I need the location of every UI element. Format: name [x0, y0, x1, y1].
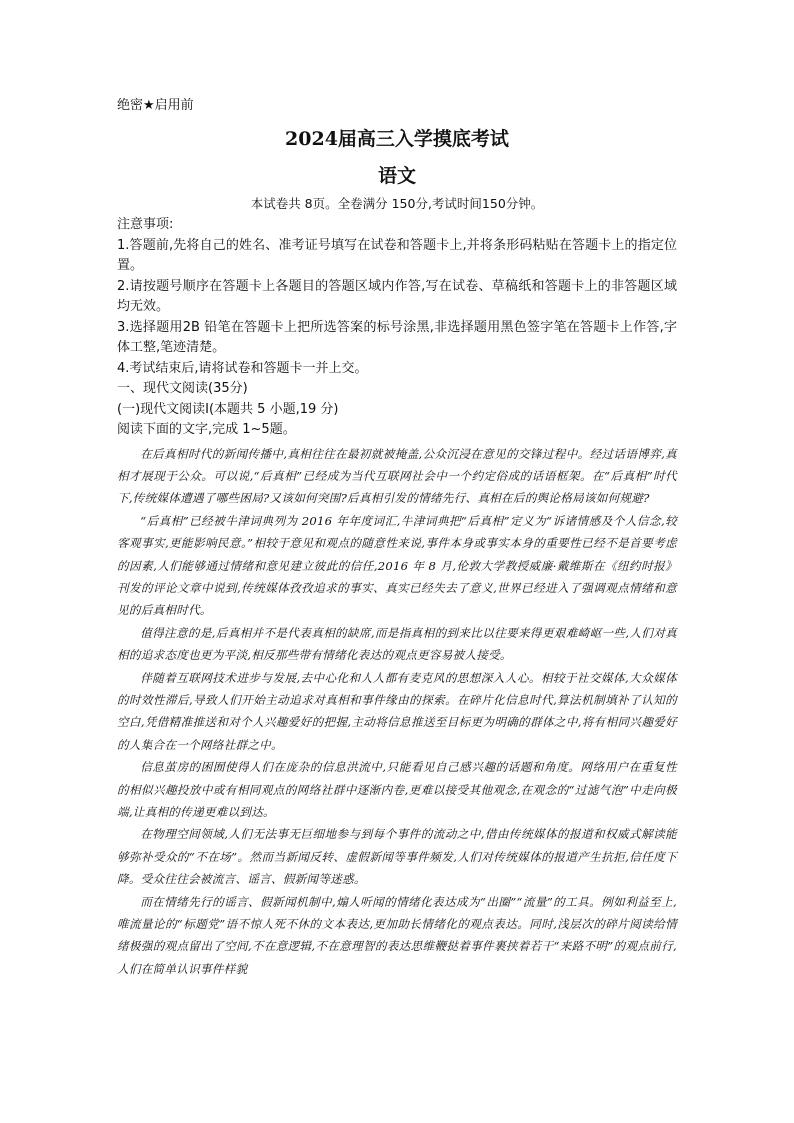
- passage-paragraph: 在物理空间领域,人们无法事无巨细地参与到每个事件的流动之中,借由传统媒体的报道和权威式解读能够弥补受众的“不在场”。然而当新闻反转、虚假新闻等事件频发,人们对传统媒体的报道产生抗拒,信任度下降。受众往往会被流言、谣言、假新闻等迷惑。: [117, 827, 677, 887]
- note-item: 3.选择题用2B 铅笔在答题卡上把所选答案的标号涂黑,非选择题用黑色签字笔在答题卡上作答,字体工整,笔迹清楚。: [117, 319, 677, 355]
- subject-title: 语文: [377, 165, 416, 187]
- note-item: 4.考试结束后,请将试卷和答题卡一并上交。: [117, 360, 368, 376]
- passage-paragraph: 在后真相时代的新闻传播中,真相往往在最初就被掩盖,公众沉浸在意见的交锋过程中。经过话语博弈,真相才展现于公众。可以说,“后真相”已经成为当代互联网社会中一个约定俗成的话语框架。在“后真相”时代下,传统媒体遭遇了哪些困局?又该如何突围?后真相引发的情绪先行、真相在后的舆论格局该如何规避?: [117, 446, 677, 506]
- passage-paragraph: “后真相”已经被牛津词典列为 2016 年年度词汇,牛津词典把“后真相”定义为“诉诸情感及个人信念,较客观事实,更能影响民意。”相较于意见和观点的随意性来说,事件本身或事实本身的重要性已经不是首要考虑的因素,人们能够通过情绪和意见建立彼此的信任,2016 年 8 月,伦敦大学教授威廉·戴维斯在《纽约时报》刊发的评论文章中说到,传统媒体孜孜追求的事实、真实已经失去了意义,世界已经进入了强调观点情绪和意见的后真相时代。: [117, 513, 677, 618]
- exam-page: [117, 96, 677, 980]
- reading-instruction: 阅读下面的文字,完成 1~5题。: [117, 422, 296, 437]
- secret-mark: 绝密★启用前: [117, 98, 194, 113]
- passage-paragraph: 而在情绪先行的谣言、假新闻机制中,煽人听闻的情绪化表达成为“出圈”“流量”的工具。例如利益至上,唯流量论的“标题党”语不惊人死不休的文本表达,更加助长情绪化的观点表达。同时,浅层次的碎片阅读给情绪极强的观点留出了空间,不在意逻辑,不在意理智的表达思维鞭挞着事件裹挟着若干“来路不明”的观点前行,人们在简单认识事件样貌: [117, 894, 677, 976]
- notes-heading: 注意事项:: [117, 217, 174, 232]
- note-item: 1.答题前,先将自己的姓名、准考证号填写在试卷和答题卡上,并将条形码粘贴在答题卡上的指定位置。: [117, 237, 677, 273]
- exam-title: 2024届高三入学摸底考试: [285, 128, 509, 150]
- exam-info: 本试卷共 8页。全卷满分 150分,考试时间150分钟。: [250, 196, 544, 211]
- passage-paragraph: 信息茧房的困囿使得人们在庞杂的信息洪流中,只能看见自己感兴趣的话题和角度。网络用户在重复性的相似兴趣投放中或有相同观点的网络社群中逐渐内卷,更难以接受其他观念,在观念的“过滤气泡”中走向极端,让真相的传递更难以到达。: [117, 760, 677, 819]
- passage-paragraph: 伴随着互联网技术进步与发展,去中心化和人人都有麦克风的思想深入人心。相较于社交媒体,大众媒体的时效性滞后,导致人们开始主动追求对真相和事件缘由的探索。在碎片化信息时代,算法机制填补了认知的空白,凭借精准推送和对个人兴趣爱好的把握,主动将信息推送至目标更为明确的群体之中,将有相同兴趣爱好的人集合在一个网络社群之中。: [117, 670, 677, 752]
- note-item: 2.请按题号顺序在答题卡上各题目的答题区域内作答,写在试卷、草稿纸和答题卡上的非答题区域均无效。: [117, 278, 677, 314]
- reading-passage: [117, 443, 677, 981]
- section-title: 一、现代文阅读(35分): [117, 381, 248, 396]
- subsection-title: (一)现代文阅读Ⅰ(本题共 5 小题,19 分): [117, 401, 339, 417]
- notes-block: [117, 215, 677, 379]
- passage-paragraph: 值得注意的是,后真相并不是代表真相的缺席,而是指真相的到来比以往要来得更艰难崎岖一些,人们对真相的追求态度也更为平淡,相反那些带有情绪化表达的观点更容易被人接受。: [117, 625, 677, 663]
